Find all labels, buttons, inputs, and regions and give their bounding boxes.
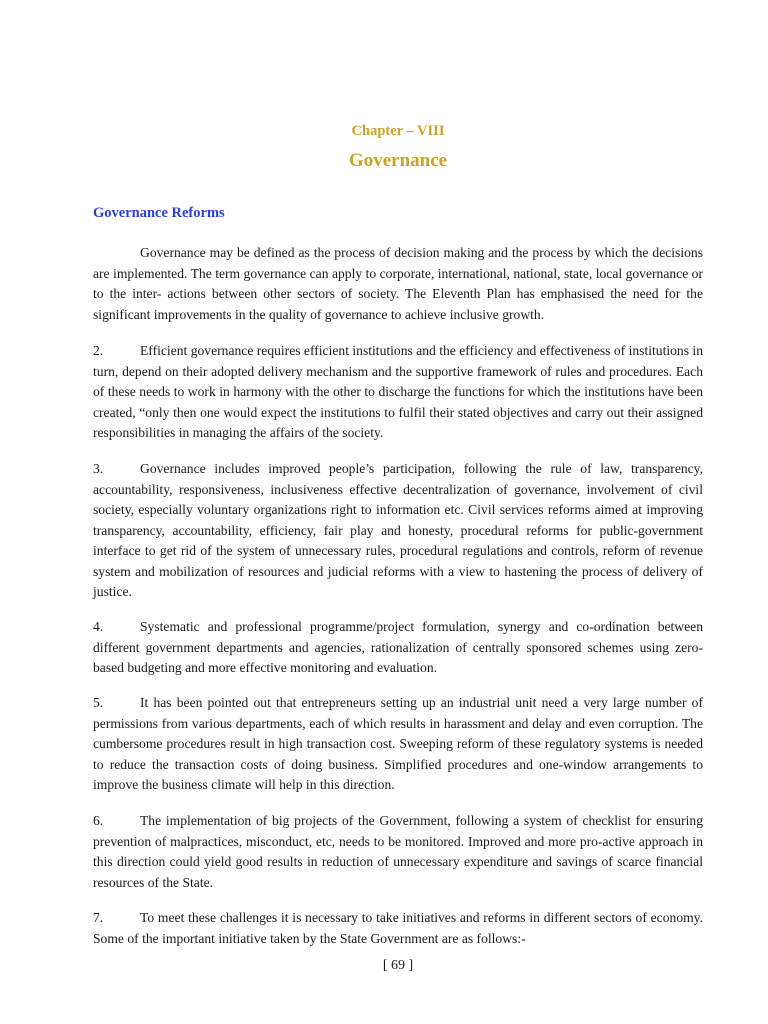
paragraph-number: 6. bbox=[93, 813, 104, 828]
paragraph-3 bbox=[93, 459, 703, 603]
paragraph-5 bbox=[93, 693, 703, 796]
chapter-title: Governance bbox=[348, 150, 448, 171]
paragraph-text: Governance includes improved people’s participation, following the rule of law, transparency, accountability, responsiveness, inclusiveness effective decentralization of governance, involvement of civil society, especially voluntary organizations right to information etc. Civil services reforms aimed at improving transparency, accountability, efficiency, fair play and honesty, procedural reforms for public-government interface to get rid of the system of unnecessary rules, procedural regulations and controls, reform of revenue system and mobilization of resources and judicial reforms with a view to hastening the process of delivery of justice. bbox=[93, 461, 703, 599]
section-heading: Governance Reforms bbox=[93, 205, 225, 221]
paragraph-text: Efficient governance requires efficient institutions and the efficiency and effectiveness of institutions in turn, depend on their adopted delivery mechanism and the supportive framework of rules and procedures. Each of these needs to work in harmony with the other to discharge the functions for which the institutions have been created, “only then one would expect the institutions to fulfil their stated objectives and carry out their assigned responsibilities in managing the affairs of the society. bbox=[93, 343, 703, 440]
paragraph-text: The implementation of big projects of the Government, following a system of checklist for ensuring prevention of malpractices, misconduct, etc, needs to be monitored. Improved and more pro-active approach in this direction could yield good results in reduction of unnecessary expenditure and savings of scarce financial resources of the State. bbox=[93, 813, 703, 890]
paragraph-number: 3. bbox=[93, 461, 104, 476]
page-number: [ 69 ] bbox=[382, 958, 414, 973]
paragraph-6 bbox=[93, 811, 703, 893]
paragraph-text: To meet these challenges it is necessary to take initiatives and reforms in different sectors of economy. Some of the important initiative taken by the State Government are as follows:- bbox=[93, 910, 703, 946]
paragraph-text: Governance may be defined as the process of decision making and the process by which the decisions are implemented. The term governance can apply to corporate, international, national, state, local governance or to the inter- actions between other sectors of society. The Eleventh Plan has emphasised the need for the significant improvements in the quality of governance to achieve inclusive growth. bbox=[93, 245, 703, 322]
paragraph-text: Systematic and professional programme/project formulation, synergy and co-ordination between different government departments and agencies, rationalization of centrally sponsored schemes using zero-based budgeting and more effective monitoring and evaluation. bbox=[93, 619, 703, 675]
paragraph-1 bbox=[93, 243, 703, 325]
paragraph-text: It has been pointed out that entrepreneurs setting up an industrial unit need a very large number of permissions from various departments, each of which results in harassment and delay and even corruption. The cumbersome procedures result in high transaction cost. Sweeping reform of these regulatory systems is needed to reduce the transaction costs of doing business. Simplified procedures and one-window arrangements to improve the business climate will help in this direction. bbox=[93, 695, 703, 792]
paragraph-2 bbox=[93, 341, 703, 444]
paragraph-number: 4. bbox=[93, 619, 104, 634]
paragraph-number: 7. bbox=[93, 910, 104, 925]
paragraph-number: 5. bbox=[93, 695, 104, 710]
chapter-label: Chapter – VIII bbox=[351, 123, 445, 139]
paragraph-number: 2. bbox=[93, 343, 104, 358]
paragraph-7 bbox=[93, 908, 703, 949]
paragraph-4 bbox=[93, 617, 703, 679]
